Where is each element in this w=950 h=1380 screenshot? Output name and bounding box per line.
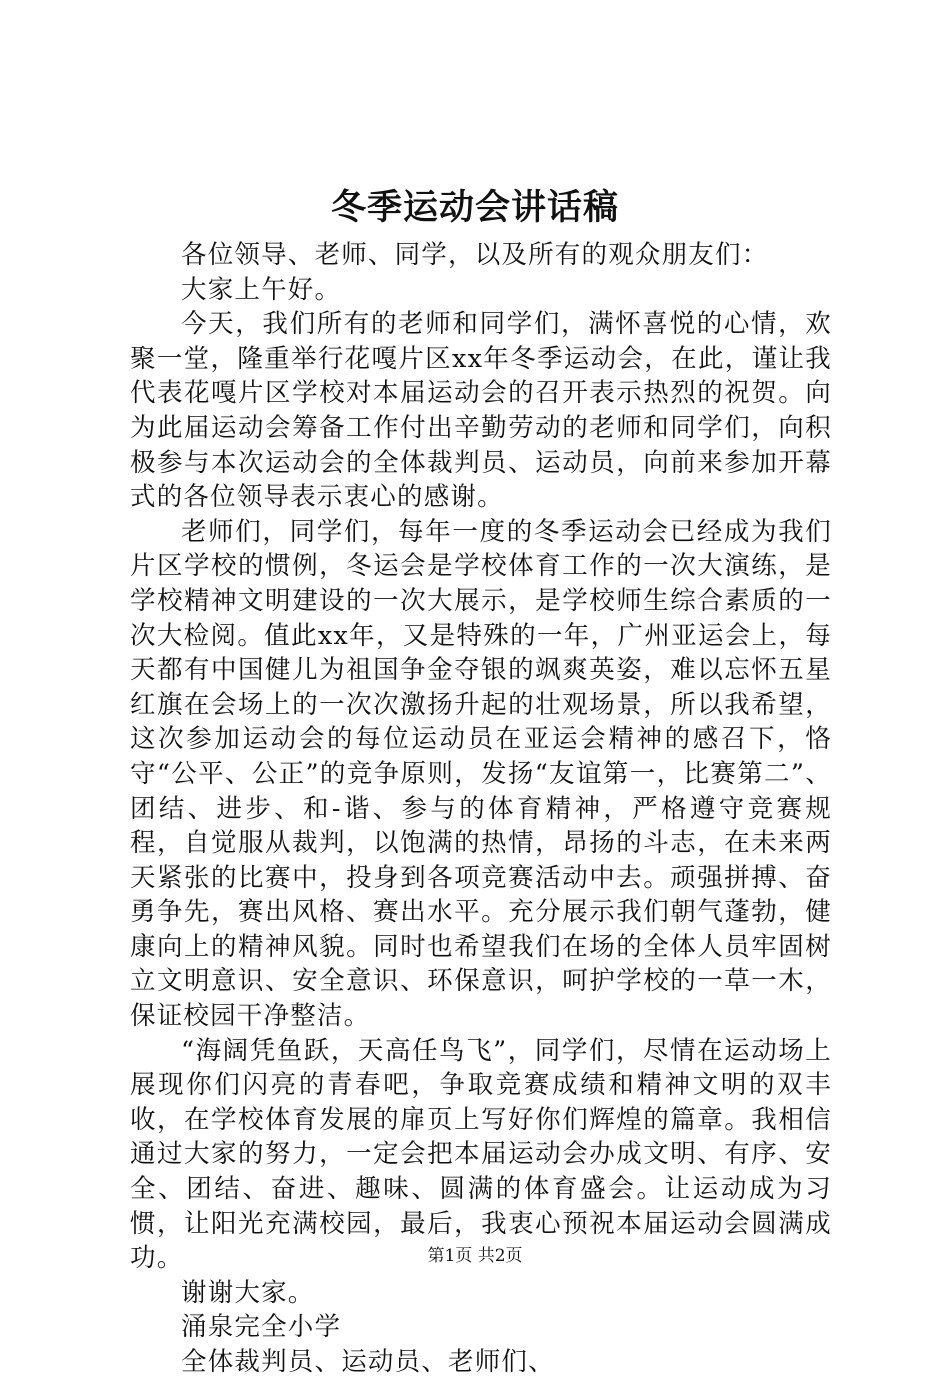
paragraph-closing: “海阔凭鱼跃，天高任鸟飞”，同学们，尽情在运动场上展现你们闪亮的青春吧，争取竞赛成绩和精神文明的双丰收，在学校体育发展的扉页上写好你们辉煌的篇章。我相信通过大家的努力，一定会把本届运动会办成文明、有序、安全、团结、奋进、趣味、圆满的体育盛会。让运动成为习惯，让阳光充满校园，最后，我衷心预祝本届运动会圆满成功。 <box>130 1035 832 1274</box>
document-body <box>130 238 832 1380</box>
paragraph-salutation: 各位领导、老师、同学，以及所有的观众朋友们： <box>181 240 769 270</box>
document-title: 冬季运动会讲话稿 <box>330 187 619 228</box>
paragraph-opening: 今天，我们所有的老师和同学们，满怀喜悦的心情，欢聚一堂，隆重举行花嘎片区xx年冬季运动会，在此，谨让我代表花嘎片区学校对本届运动会的召开表示热烈的祝贺。向为此届运动会筹备工作付出辛勤劳动的老师和同学们，向积极参与本次运动会的全体裁判员、运动员，向前来参加开幕式的各位领导表示衷心的感谢。 <box>130 309 832 513</box>
page-number: 第1页 共2页 <box>427 1246 523 1266</box>
paragraph-school-name: 涌泉完全小学 <box>181 1312 342 1343</box>
paragraph-thanks: 谢谢大家。 <box>181 1277 315 1308</box>
paragraph-main: 老师们，同学们，每年一度的冬季运动会已经成为我们片区学校的惯例，冬运会是学校体育工作的一次大演练，是学校精神文明建设的一次大展示，是学校师生综合素质的一次大检阅。值此xx年，又是特殊的一年，广州亚运会上，每天都有中国健儿为祖国争金夺银的飒爽英姿，难以忘怀五星红旗在会场上的一次次激扬升起的壮观场景，所以我希望，这次参加运动会的每位运动员在亚运会精神的感召下，恪守“公平、公正”的竞争原则，发扬“友谊第一，比赛第二”、团结、进步、和-谐、参与的体育精神，严格遵守竞赛规程，自觉服从裁判，以饱满的热情，昂扬的斗志，在未来两天紧张的比赛中，投身到各项竞赛活动中去。顽强拼搏、奋勇争先，赛出风格、赛出水平。充分展示我们朝气蓬勃，健康向上的精神风貌。同时也希望我们在场的全体人员牢固树立文明意识、安全意识、环保意识，呵护学校的一草一木，保证校园干净整洁。 <box>130 516 832 1032</box>
paragraph-address: 全体裁判员、运动员、老师们、 <box>181 1347 555 1377</box>
paragraph-greeting: 大家上午好。 <box>181 274 342 305</box>
